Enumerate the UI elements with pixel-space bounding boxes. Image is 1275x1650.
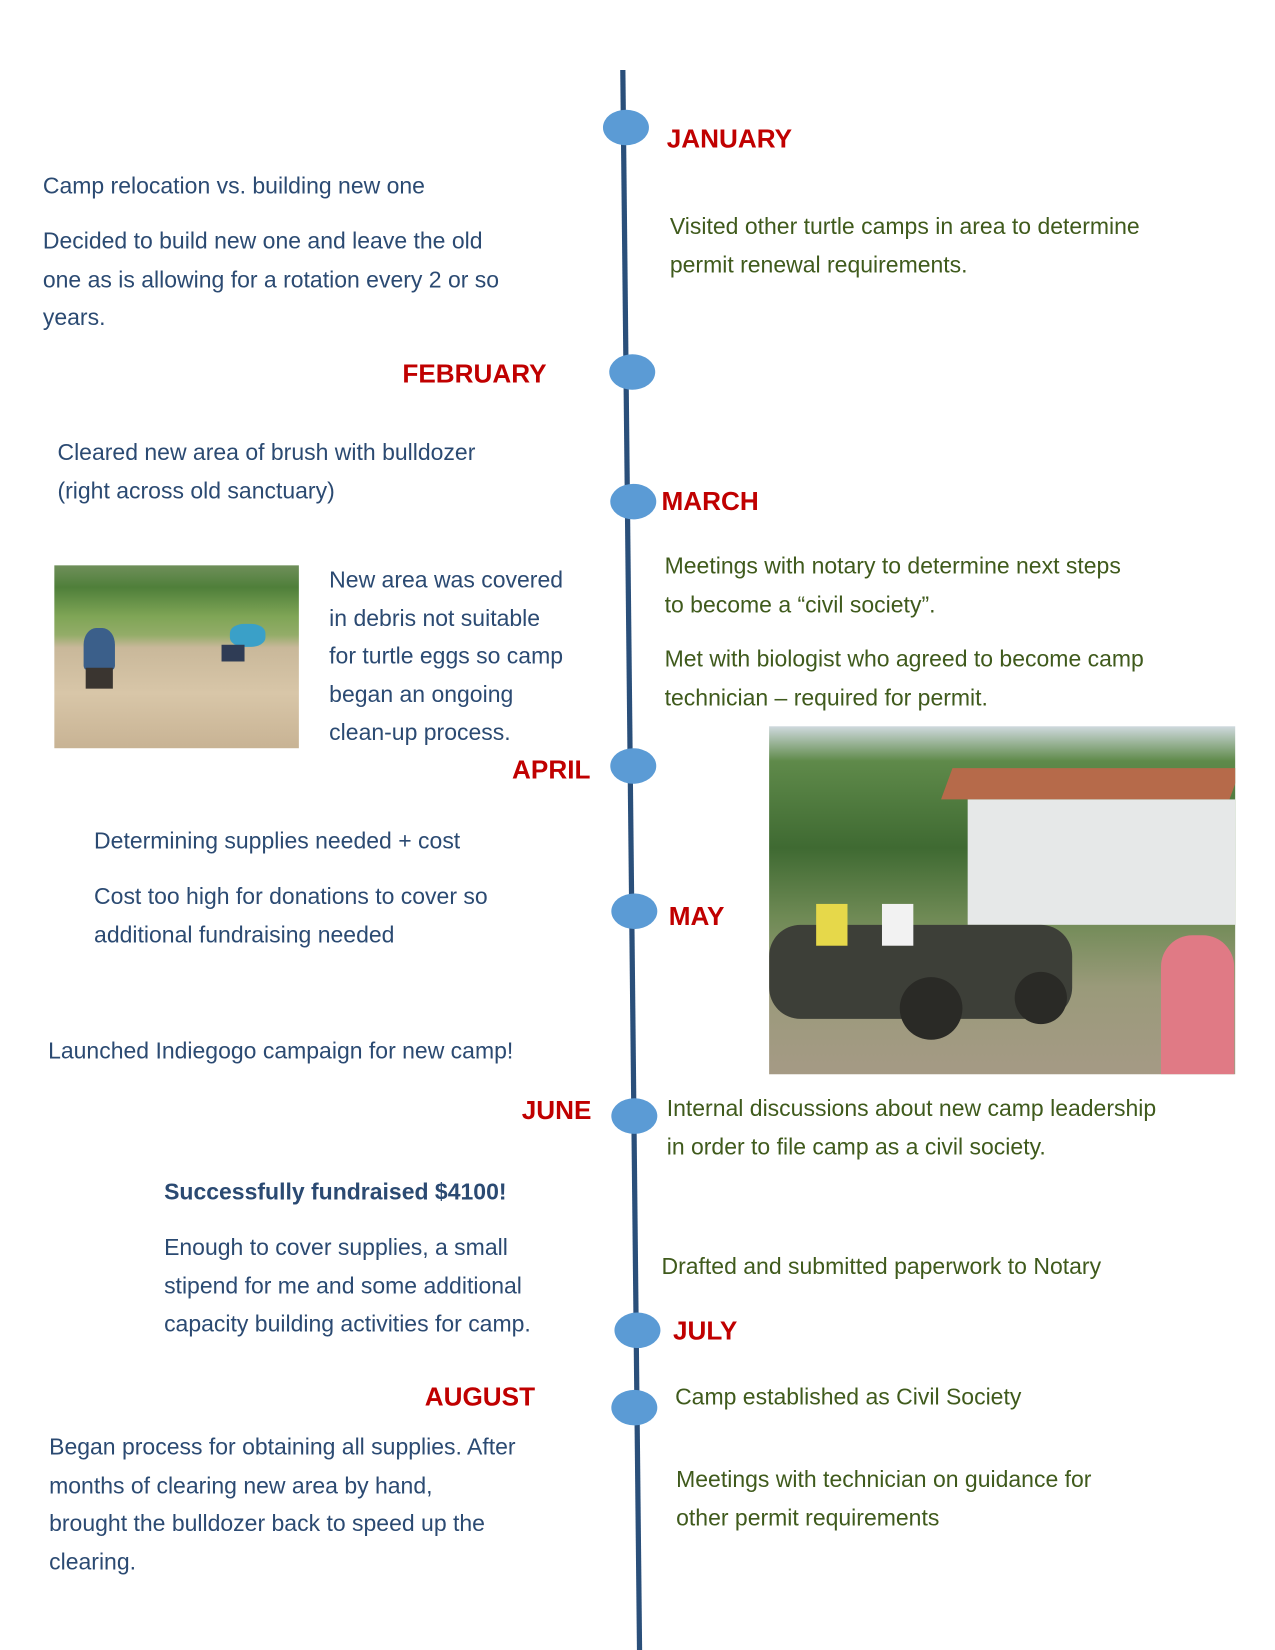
timeline-dot-august (611, 1390, 657, 1426)
text-line: (right across old sanctuary) (57, 477, 335, 504)
text-line: Camp established as Civil Society (675, 1383, 1022, 1410)
text-line: additional fundraising needed (94, 921, 395, 948)
note-indiegogo (48, 1032, 513, 1070)
month-may: MAY (668, 901, 725, 932)
text-line: months of clearing new area by hand, (49, 1471, 433, 1499)
note-began (49, 1429, 515, 1582)
text-line: in debris not suitable (329, 604, 541, 631)
text-line: Launched Indiegogo campaign for new camp! (48, 1037, 514, 1064)
text-line: Meetings with technician on guidance for (676, 1466, 1092, 1493)
text-line: Successfully fundraised $4100! (164, 1178, 507, 1205)
text-line: other permit requirements (676, 1504, 940, 1531)
text-line: years. (42, 304, 106, 331)
text-line: Cost too high for donations to cover so (94, 883, 488, 910)
note-notary (665, 548, 1121, 624)
note-technician (676, 1461, 1091, 1537)
photo-camp-meeting (769, 726, 1235, 1074)
note-cleared (57, 434, 475, 510)
timeline-dot-january (603, 110, 649, 146)
text-line: New area was covered (329, 566, 564, 593)
text-line: clearing. (49, 1548, 137, 1575)
text-line: Camp relocation vs. building new one (42, 172, 425, 199)
month-august: AUGUST (424, 1382, 536, 1412)
note-internal (667, 1090, 1156, 1166)
text-line: Internal discussions about new camp leadership (666, 1095, 1157, 1122)
note-fundraised (164, 1174, 506, 1212)
timeline-dot-june (611, 1098, 657, 1134)
text-line: technician – required for permit. (664, 683, 988, 711)
month-march: MARCH (661, 486, 759, 517)
text-line: stipend for me and some additional (164, 1272, 522, 1299)
month-july: JULY (672, 1316, 738, 1346)
timeline-dot-march (610, 484, 656, 520)
note-enough (164, 1229, 531, 1343)
text-line: clean-up process. (329, 718, 511, 746)
month-january: JANUARY (666, 124, 793, 154)
text-line: capacity building activities for camp. (164, 1310, 531, 1337)
note-established (675, 1378, 1021, 1416)
text-line: Decided to build new one and leave the old (42, 227, 483, 254)
month-april: APRIL (512, 755, 591, 785)
text-line: Meetings with notary to determine next steps (664, 552, 1121, 579)
text-line: brought the bulldozer back to speed up the (49, 1510, 485, 1537)
text-line: Cleared new area of brush with bulldozer (57, 438, 476, 466)
text-line: Drafted and submitted paperwork to Notary (661, 1252, 1102, 1280)
text-line: for turtle eggs so camp (329, 642, 564, 669)
text-line: Enough to cover supplies, a small (164, 1234, 508, 1261)
timeline-dot-july (614, 1313, 660, 1349)
note-supplies (94, 822, 460, 860)
timeline-dot-may (611, 893, 657, 929)
note-decided (43, 223, 499, 337)
text-line: permit renewal requirements. (669, 251, 968, 278)
note-visited (670, 208, 1140, 284)
text-line: Met with biologist who agreed to become camp (664, 645, 1144, 672)
text-line: Visited other turtle camps in area to determine (669, 213, 1140, 240)
timeline-dot-april (610, 748, 656, 784)
text-line: Began process for obtaining all supplies. After (49, 1433, 516, 1460)
text-line: one as is allowing for a rotation every 2 or so (42, 265, 500, 293)
month-february: FEBRUARY (402, 359, 547, 389)
text-line: to become a “civil society”. (664, 590, 936, 618)
note-debris (329, 561, 563, 752)
timeline-dot-february (609, 354, 655, 390)
note-relocation (43, 167, 425, 205)
note-biologist (665, 641, 1144, 717)
text-line: began an ongoing (329, 680, 514, 707)
note-cost (94, 878, 488, 954)
note-drafted (661, 1248, 1101, 1286)
photo-clearing-debris (54, 565, 299, 748)
month-june: JUNE (521, 1096, 592, 1126)
text-line: in order to file camp as a civil society. (666, 1133, 1046, 1160)
text-line: Determining supplies needed + cost (94, 827, 461, 854)
